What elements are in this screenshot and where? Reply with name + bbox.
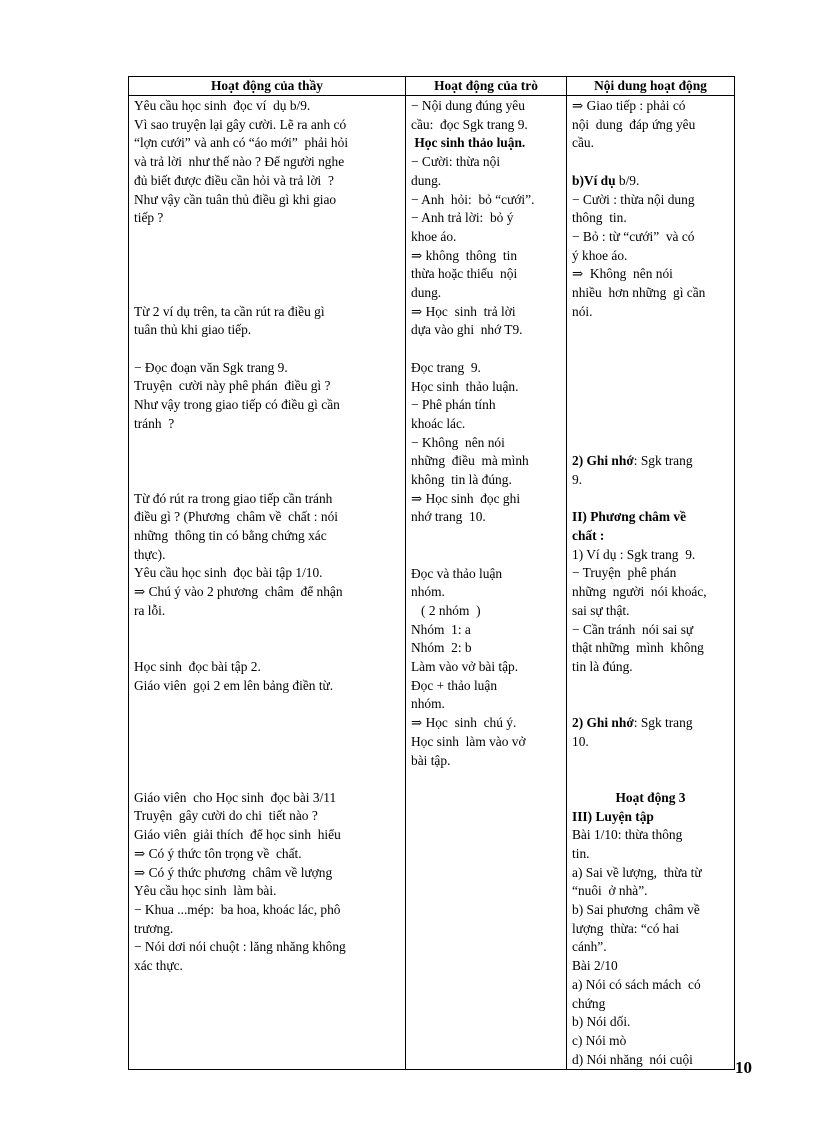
col3-line: nhiều hơn những gì cần (572, 285, 706, 301)
col3-line (572, 377, 729, 396)
col1-line: đủ biết được điều cần hỏi và trả lời ? (134, 172, 334, 188)
col2-line: Đọc và thảo luận (411, 565, 503, 581)
col3-line (572, 695, 729, 714)
col1-line (134, 284, 400, 303)
col3-line (572, 396, 729, 415)
col2-line: những điều mà mình (411, 453, 529, 469)
col3-line: những người nói khoác, (572, 584, 707, 600)
col1-line: Vì sao truyện lại gây cười. Lẽ ra anh có (134, 116, 347, 132)
col2-line: cầu: đọc Sgk trang 9. (411, 116, 528, 132)
col3-line (572, 415, 729, 434)
col2-line: − Anh trả lời: bỏ ý (411, 210, 514, 226)
col1-line (134, 471, 400, 490)
col2-line: dung. (411, 285, 442, 301)
col1-line (134, 733, 400, 752)
col1-line: ra lỗi. (134, 602, 166, 618)
col3-line (572, 490, 729, 509)
col2-line: − Nội dung đúng yêu (411, 98, 525, 113)
col3-line (572, 770, 729, 789)
col3-line: c) Nói mò (572, 1032, 627, 1048)
col1-line (134, 228, 400, 247)
col3-line: Hoạt động 3 (615, 789, 686, 805)
col2-line: Học sinh thảo luận. (411, 135, 526, 151)
col1-line (134, 695, 400, 714)
col2-line: Đọc + thảo luận (411, 677, 498, 693)
col3-line: − Bỏ : từ “cưới” và có (572, 228, 695, 244)
col1-line (134, 770, 400, 789)
col1-line: “lợn cưới” và anh có “áo mới” phải hỏi (134, 135, 349, 151)
col2-line: Nhóm 2: b (411, 640, 472, 656)
col2-line: dựa vào ghi nhớ T9. (411, 322, 523, 338)
col1-line (134, 340, 400, 359)
header-teacher-activity: Hoạt động của thầy (129, 77, 406, 96)
col2-line: khoác lác. (411, 415, 466, 431)
col2-line: Nhóm 1: a (411, 621, 471, 637)
col2-line: − Anh hỏi: bỏ “cưới”. (411, 191, 535, 207)
col1-line: Từ 2 ví dụ trên, ta cần rút ra điều gì (134, 303, 325, 319)
col3-line (572, 434, 729, 453)
col1-line: − Nói dơi nói chuột : lăng nhăng không (134, 939, 346, 955)
col3-line: − Cần tránh nói sai sự (572, 621, 694, 637)
col3-line: a) Nói có sách mách có (572, 976, 701, 992)
col3-line: tin là đúng. (572, 658, 633, 674)
col2-line: Học sinh làm vào vở (411, 733, 526, 749)
header-content: Nội dung hoạt động (567, 77, 735, 96)
col1-line: Yêu cầu học sinh đọc ví dụ b/9. (134, 98, 311, 113)
lesson-plan-table (128, 76, 735, 1070)
col3-line (572, 677, 729, 696)
col1-line (134, 434, 400, 453)
col3-line: tin. (572, 845, 590, 861)
col3-line: ý khoe áo. (572, 247, 628, 263)
col2-line: Làm vào vở bài tập. (411, 659, 519, 675)
col3-line: cánh”. (572, 939, 607, 955)
col1-line: Như vậy cần tuân thủ điều gì khi giao (134, 191, 337, 207)
body-row (129, 96, 735, 1070)
col1-line: xác thực. (134, 958, 183, 974)
col3-line: ⇒ Không nên nói (572, 266, 673, 282)
col2-line (411, 527, 561, 546)
col2-line: không tin là đúng. (411, 472, 512, 488)
col1-line (134, 621, 400, 640)
col3-line: sai sự thật. (572, 602, 630, 618)
col3-line: “nuôi ở nhà”. (572, 883, 648, 899)
col2-line: ⇒ Học sinh chú ý. (411, 715, 517, 731)
col1-line: thực). (134, 546, 166, 562)
col2-line: nhóm. (411, 584, 445, 600)
col1-line (134, 639, 400, 658)
col1-line: − Đọc đoạn văn Sgk trang 9. (134, 359, 288, 375)
col3-line: cầu. (572, 135, 594, 151)
col1-line: Như vậy trong giao tiếp có điều gì cần (134, 397, 340, 413)
col3-line (572, 751, 729, 770)
col3-line (572, 153, 729, 172)
header-row (129, 77, 735, 96)
col3-line: Bài 1/10: thừa thông (572, 827, 683, 843)
col1-line (134, 714, 400, 733)
col3-line (572, 321, 729, 340)
col1-line: điều gì ? (Phương châm về chất : nói (134, 509, 338, 525)
col1-line: ⇒ Có ý thức tôn trọng về chất. (134, 845, 302, 861)
col1-line: Giáo viên giải thích để học sinh hiểu (134, 827, 341, 843)
col1-line: − Khua ...mép: ba hoa, khoác lác, phô (134, 902, 341, 917)
col2-line: nhớ trang 10. (411, 509, 486, 525)
col3-line: 9. (572, 471, 583, 487)
col1-line: ⇒ Có ý thức phương châm về lượng (134, 864, 333, 880)
col2-line: dung. (411, 172, 442, 188)
col1-line: tiếp ? (134, 210, 164, 226)
col3-line: thông tin. (572, 210, 627, 226)
col1-line: tránh ? (134, 415, 175, 431)
col2-line: Học sinh thảo luận. (411, 378, 519, 394)
col3-line: − Cười : thừa nội dung (572, 191, 695, 207)
col1-line: Yêu cầu học sinh đọc bài tập 1/10. (134, 565, 323, 581)
col3-line: II) Phương châm về (572, 509, 687, 525)
col3-line: chứng (572, 995, 606, 1011)
col1-line (134, 247, 400, 266)
content-cell (567, 96, 735, 1070)
col2-line: khoe áo. (411, 228, 457, 244)
col3-line: 2) Ghi nhớ: Sgk trang (572, 715, 693, 731)
col3-line: ⇒ Giao tiếp : phải có (572, 98, 686, 113)
col3-line: III) Luyện tập (572, 808, 654, 824)
col3-line: − Truyện phê phán (572, 565, 677, 581)
col3-line: 10. (572, 733, 589, 749)
page-number: 10 (735, 1058, 752, 1077)
col1-line: tuân thủ khi giao tiếp. (134, 322, 252, 338)
col2-line: ⇒ Học sinh đọc ghi (411, 490, 521, 506)
col3-line (572, 359, 729, 378)
col1-line: Truyện gây cười do chi tiết nào ? (134, 808, 318, 824)
col2-line (411, 546, 561, 565)
col2-line: Đọc trang 9. (411, 359, 481, 375)
col2-line: − Phê phán tính (411, 397, 496, 413)
col3-line (572, 340, 729, 359)
col3-line: a) Sai về lượng, thừa từ (572, 864, 702, 880)
col3-line: lượng thừa: “có hai (572, 920, 680, 936)
col3-line: b) Nói dối. (572, 1014, 631, 1030)
col3-line: nói. (572, 303, 593, 319)
col1-line (134, 751, 400, 770)
col1-line: và trả lời như thế nào ? Để người nghe (134, 154, 345, 170)
col2-line: ( 2 nhóm ) (411, 602, 481, 618)
teacher-activity-cell (129, 96, 406, 1070)
col1-line: trương. (134, 920, 174, 936)
col3-line: Bài 2/10 (572, 958, 618, 974)
col1-line (134, 265, 400, 284)
col2-line: ⇒ Học sinh trả lời (411, 303, 516, 319)
col2-line: − Không nên nói (411, 434, 505, 450)
col1-line (134, 452, 400, 471)
col3-line: chất : (572, 528, 605, 544)
col3-line: 1) Ví dụ : Sgk trang 9. (572, 546, 696, 562)
col1-line: Truyện cười này phê phán điều gì ? (134, 378, 331, 394)
col1-line: Giáo viên gọi 2 em lên bảng điền từ. (134, 677, 334, 693)
col3-line: b) Sai phương châm về (572, 902, 700, 918)
col1-line: ⇒ Chú ý vào 2 phương châm để nhận (134, 584, 343, 600)
col1-line: Học sinh đọc bài tập 2. (134, 658, 261, 674)
col2-line: − Cười: thừa nội (411, 154, 501, 170)
col2-line: nhóm. (411, 696, 445, 712)
student-activity-cell (406, 96, 567, 1070)
col2-line: thừa hoặc thiếu nội (411, 266, 518, 282)
col3-line: d) Nói nhăng nói cuội (572, 1051, 693, 1067)
col3-line: thật những mình không (572, 640, 704, 656)
col3-line: b)Ví dụ b/9. (572, 172, 640, 188)
col2-line: ⇒ không thông tin (411, 247, 518, 263)
col1-line: Yêu cầu học sinh làm bài. (134, 883, 277, 899)
col2-line: bài tập. (411, 752, 451, 768)
col2-line (411, 340, 561, 359)
col1-line: Từ đó rút ra trong giao tiếp cần tránh (134, 490, 333, 506)
col3-line: 2) Ghi nhớ: Sgk trang (572, 453, 693, 469)
header-student-activity: Hoạt động của trò (406, 77, 567, 96)
col1-line: Giáo viên cho Học sinh đọc bài 3/11 (134, 789, 337, 805)
col3-line: nội dung đáp ứng yêu (572, 116, 696, 132)
col1-line: những thông tin có bằng chứng xác (134, 528, 327, 544)
